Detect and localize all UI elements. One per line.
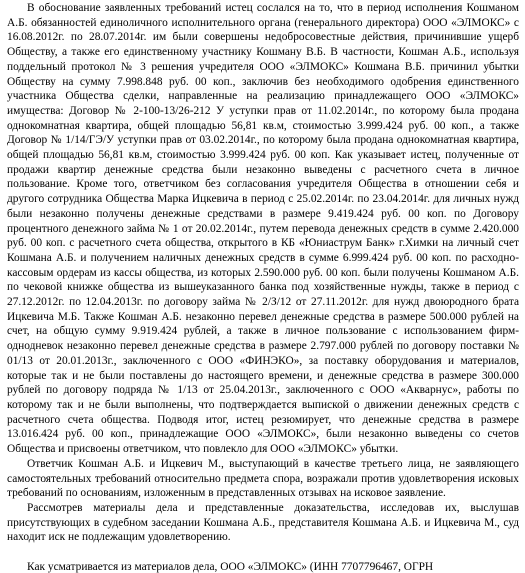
paragraph-cut-off: Как усматривается из материалов дела, ООО «ЭЛМОКС» (ИНН 7707796467, ОГРН (27, 561, 434, 573)
cut-off-line (7, 560, 519, 573)
paragraph-claim-grounds: В обоснование заявленных требований истец сослался на то, что в период исполнения Кошманом А.Б. обязанностей единоличного исполнительного органа (генерального директора) ООО «ЭЛМОКС» с 16.08.2012г. по 28.07.2014г. им были совершены недобросовестные действия, причинившие ущерб Обществу, а также его единственному участнику Кошману В.Б. В частности, Кошман А.Б., используя поддельный протокол № 3 решения учредителя ООО «ЭЛМОКС» Кошмана В.Б. причинил убытки Обществу на сумму 7.998.848 руб. 00 коп., заключив без необходимого одобрения единственного участника Общества сделки, направленные на реализацию принадлежащего ООО «ЭЛМОКС» имущества: Договор № 2-100-13/26-212 У уступки прав от 11.02.2014г., по которому была продана однокомнатная квартира, общей площадью 56,81 кв.м, стоимостью 3.999.424 руб. 00 коп., а также Договор № 1/14/ГЭ/У уступки прав от 03.02.2014г., по которому была продана однокомнатная квартира, общей площадью 56,81 кв.м, стоимостью 3.999.424 руб. 00 коп. Как указывает истец, полученные от продажи квартир денежные средства были незаконно выведены с расчетного счета в личное пользование. Кроме того, ответчиком без согласования учредителя Общества в отношении себя и другого сотрудника Общества Марка Ицкевича в период с 25.02.2014г. по 23.04.2014г. для личных нужд были незаконно получены денежные средствами в размере 9.419.424 руб. 00 коп. по Договору процентного денежного займа № 1 от 20.02.2014г., путем перевода денежных средств в сумме 2.420.000 руб. 00 коп. с расчетного счета общества, открытого в КБ «Юниаструм Банк» г.Химки на личный счет Кошмана А.Б. и получением наличных денежных средств в сумме 6.999.424 руб. 00 коп. по расходно-кассовым ордерам из кассы общества, из которых 2.590.000 руб. 00 коп. были получены Кошманом А.Б. по чековой книжке общества из вышеуказанного банка под хозяйственные нужды, также в период с 27.12.2012г. по 12.04.2013г. по договору займа № 2/З/12 от 27.11.2012г. для нужд двоюродного брата Ицкевича М.Б. Также Кошман А.Б. незаконно перевел денежные средства в размере 500.000 рублей на счет, на общую сумму 9.919.424 рублей, а также в личное пользование с использованием фирм-однодневок незаконно перевел денежные средства в размере 2.797.000 рублей по договору поставки № 01/13 от 20.01.2013г., заключенного с ООО «ФИНЭКО», за поставку оборудования и материалов, которые так и не были поставлены до настоящего времени, и денежные средства в размере 300.000 рублей по договору подряда № 1/13 от 25.04.2013г., заключенного с ООО «Акварнус», работы по которому так и не были выполнены, что подтверждается выпиской о движении денежных средств с расчетного счета общества. Подводя итог, истец резюмирует, что денежные средства в размере 13.016.424 руб. 00 коп., принадлежащие ООО «ЭЛМОКС», были незаконно выведены со счетов Общества и присвоены ответчиком, что повлекло для ООО «ЭЛМОКС» убытки. (7, 2, 519, 456)
paragraph-defendant-objections: Ответчик Кошман А.Б. и Ицкевич М., выступающий в качестве третьего лица, не заявляющего самостоятельных требований относительно предмета спора, возражали против удовлетворения исковых требований по основаниям, изложенным в представленных отзывах на исковое заявление. (7, 457, 519, 500)
document-body (7, 1, 519, 545)
paragraph-court-finding: Рассмотрев материалы дела и представленные доказательства, исследовав их, выслушав присутствующих в судебном заседании Кошмана А.Б., представителя Кошмана А.Б. и Ицкевича М., суд находит иск не подлежащим удовлетворению. (7, 501, 519, 544)
